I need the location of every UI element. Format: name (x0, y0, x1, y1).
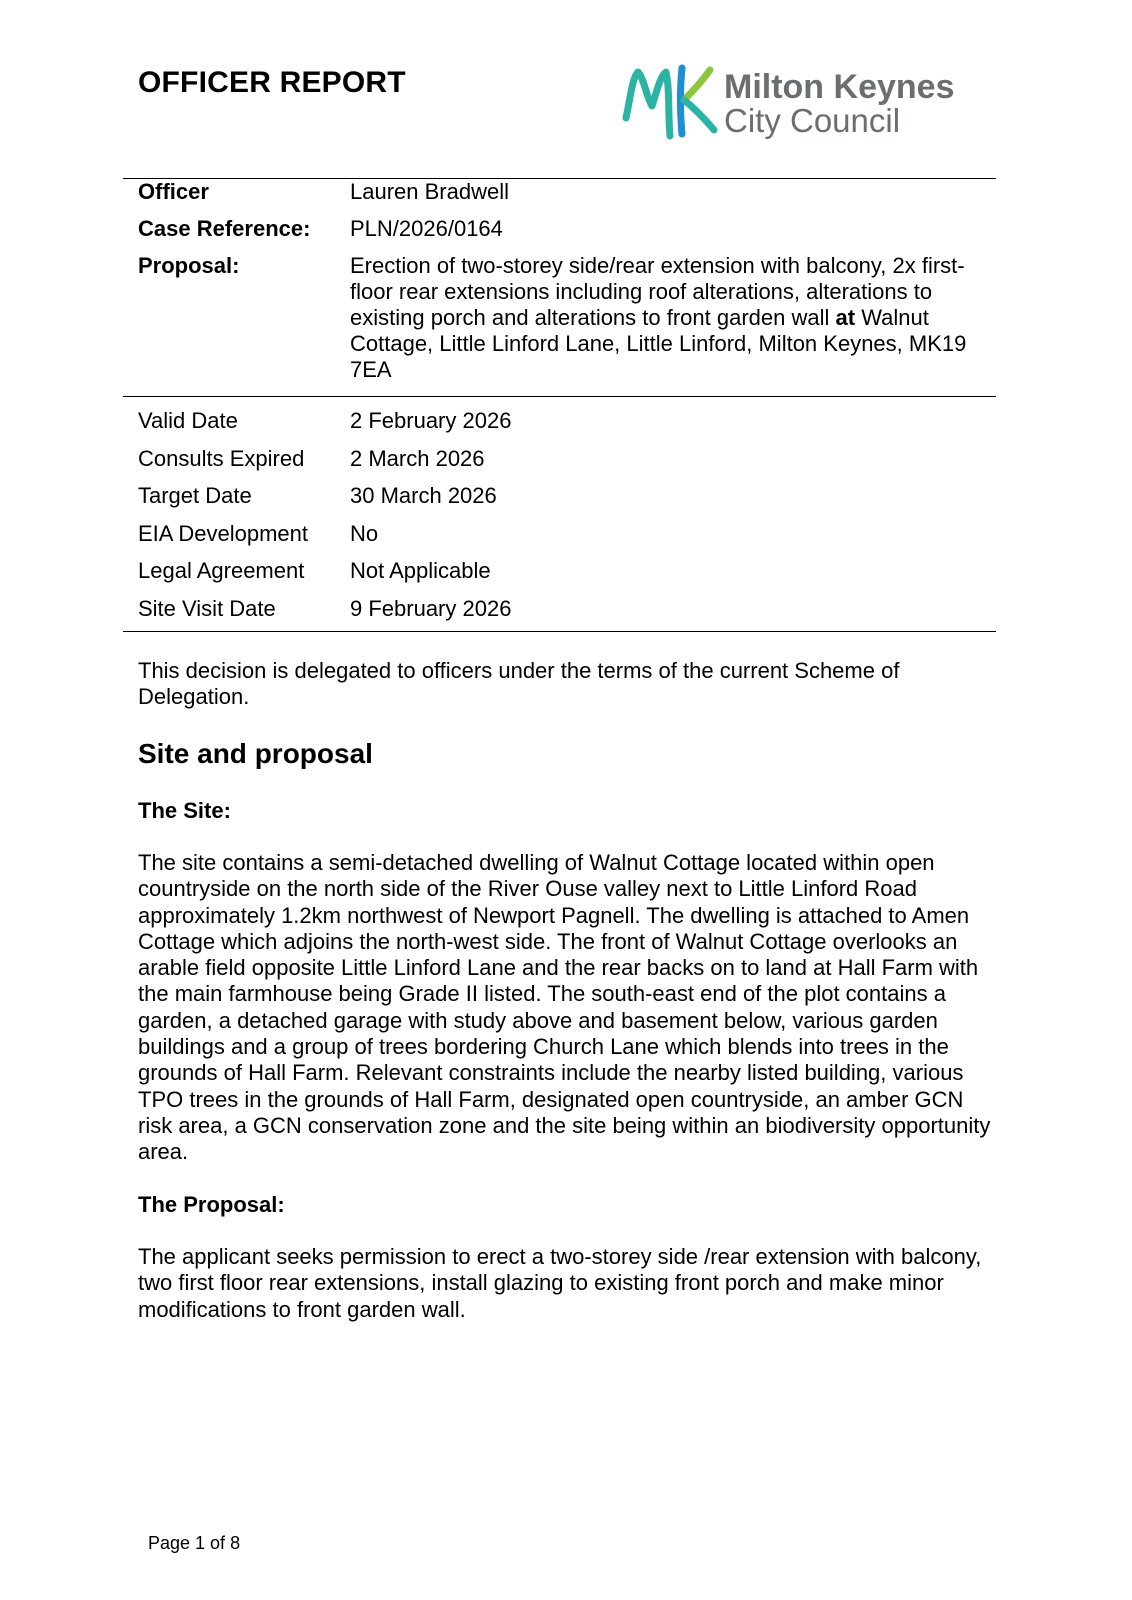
section-heading: Site and proposal (138, 738, 373, 769)
logo-text-line1: Milton Keynes (724, 68, 955, 106)
date-row (138, 521, 986, 547)
proposal-heading: The Proposal: (138, 1192, 285, 1217)
council-logo (620, 60, 990, 150)
detail-label: Proposal: (138, 253, 240, 278)
date-label: Consults Expired (138, 445, 305, 471)
case-details-table (138, 179, 986, 394)
page-title: OFFICER REPORT (138, 66, 406, 99)
date-row (138, 558, 986, 584)
date-label: Target Date (138, 483, 252, 508)
date-label: Site Visit Date (138, 595, 276, 621)
detail-value: Lauren Bradwell (350, 179, 509, 204)
date-value: 9 February 2026 (350, 595, 512, 621)
divider (123, 396, 996, 397)
proposal-text-part: Erection of two-storey side/rear extension with balcony, 2x first-floor rear extensions including roof alterations, alterations to existing porch and alterations to front garden wall (350, 253, 965, 330)
date-value: 2 February 2026 (350, 408, 512, 433)
date-value: 30 March 2026 (350, 483, 497, 508)
date-row (138, 408, 986, 434)
proposal-description: The applicant seeks permission to erect a two-storey side /rear extension with balcony, two first floor rear extensions, install glazing to existing front porch and make minor modifications to front garden wall. (138, 1244, 982, 1322)
date-value: 2 March 2026 (350, 445, 485, 471)
detail-value (350, 253, 986, 383)
date-label: Valid Date (138, 408, 238, 433)
divider (123, 631, 996, 632)
date-label: Legal Agreement (138, 558, 305, 583)
detail-row-officer (138, 179, 986, 205)
date-label: EIA Development (138, 520, 308, 546)
detail-row-case-reference (138, 216, 986, 242)
dates-table (138, 408, 986, 633)
detail-row-proposal (138, 253, 986, 383)
date-row (138, 446, 986, 472)
date-row (138, 596, 986, 622)
site-description: The site contains a semi-detached dwelling of Walnut Cottage located within open countryside on the north side of the River Ouse valley next to Little Linford Road approximately 1.2km northwest of Newport Pagnell. The dwelling is attached to Amen Cottage which adjoins the north-west side. The front of Walnut Cottage overlooks an arable field opposite Little Linford Lane and the rear backs on to land at Hall Farm with the main farmhouse being Grade II listed. The south-east end of the plot contains a garden, a detached garage with study above and basement below, various garden buildings and a group of trees bordering Church Lane which blends into trees in the grounds of Hall Farm. Relevant constraints include the nearby listed building, various TPO trees in the grounds of Hall Farm, designated open countryside, an amber GCN risk area, a GCN conservation zone and the site being within an biodiversity opportunity area. (138, 850, 991, 1165)
delegation-statement: This decision is delegated to officers under the terms of the current Scheme of Delegation. (138, 658, 900, 710)
date-value: No (350, 520, 379, 546)
site-heading: The Site: (138, 798, 231, 823)
mk-logo-icon (620, 60, 720, 144)
date-row (138, 483, 986, 509)
date-value: Not Applicable (350, 558, 491, 583)
page-number: Page 1 of 8 (148, 1533, 241, 1553)
detail-label: Case Reference: (138, 216, 311, 241)
detail-label: Officer (138, 179, 209, 204)
logo-text-line2: City Council (724, 102, 901, 139)
proposal-text-bold: at (835, 305, 856, 330)
detail-value: PLN/2026/0164 (350, 216, 503, 241)
proposal-text-part: Walnut Cottage, Little Linford Lane, Little Linford, Milton Keynes, MK19 7EA (350, 305, 967, 382)
